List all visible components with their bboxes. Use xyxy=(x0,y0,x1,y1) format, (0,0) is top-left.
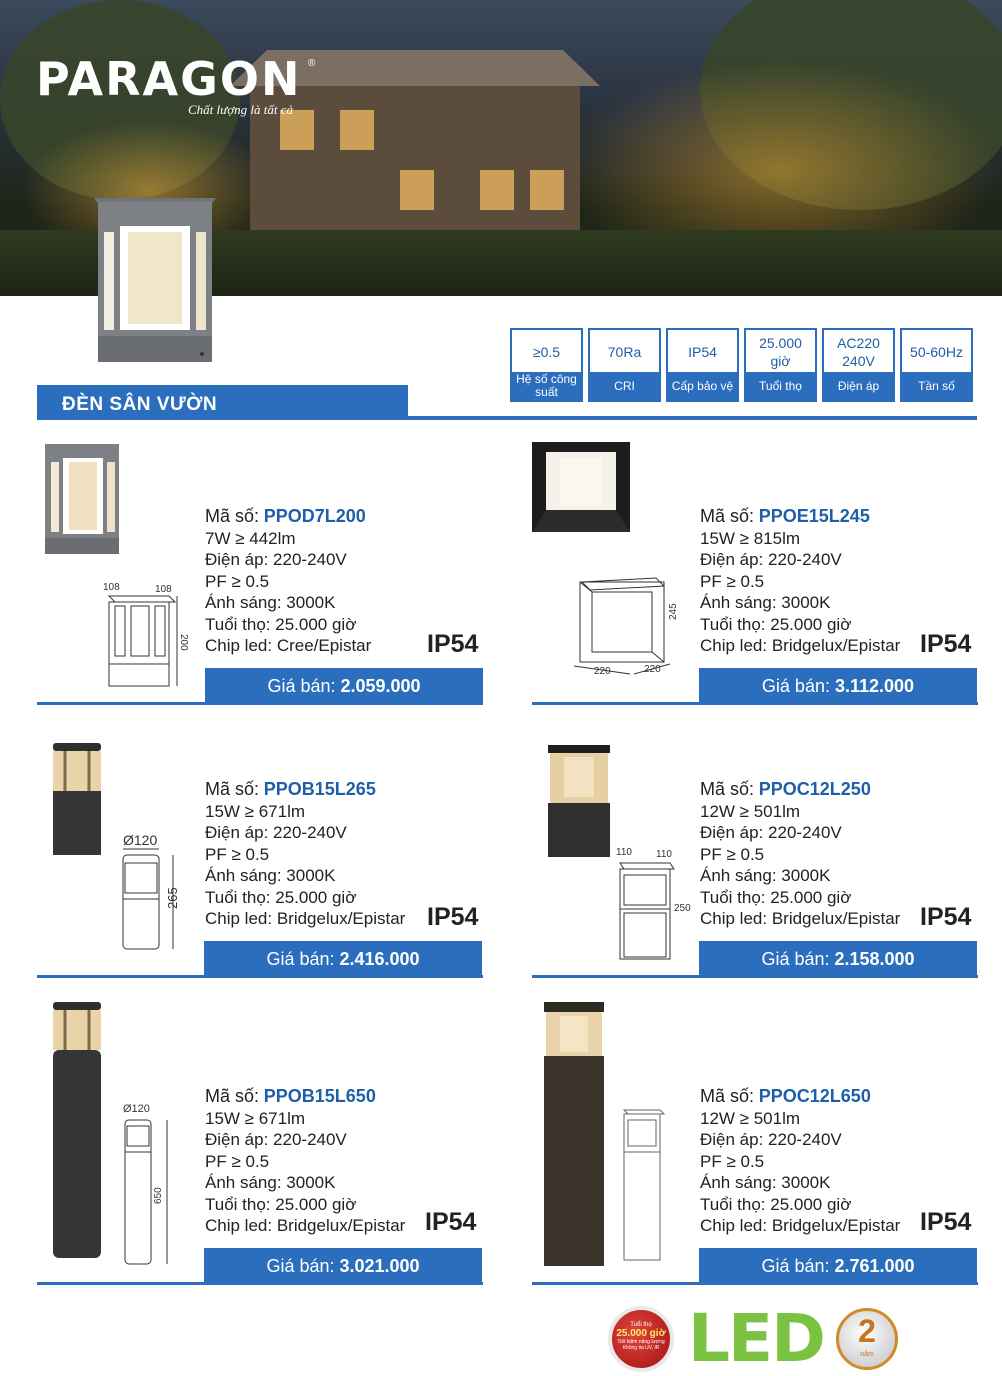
product-spec-line: Chip led: Bridgelux/Epistar xyxy=(205,909,406,928)
product-code-row xyxy=(205,779,405,801)
price-label: Giá bán: xyxy=(761,1255,830,1276)
dimension-label: 108 xyxy=(155,584,172,595)
product-code-row xyxy=(700,1086,900,1108)
product-spec-line: Chip led: Bridgelux/Epistar xyxy=(700,636,901,655)
spec-value: ≥0.5 xyxy=(532,344,561,360)
dimension-label: 265 xyxy=(165,887,180,909)
product-spec-line: Chip led: Bridgelux/Epistar xyxy=(700,1216,901,1235)
window-shape xyxy=(400,170,434,210)
warranty-years: 2 xyxy=(858,1313,876,1349)
product-code-label: Mã số: xyxy=(205,1086,260,1106)
spec-label: Tần số xyxy=(902,372,971,400)
section-divider xyxy=(37,416,977,420)
product-code-row xyxy=(205,1086,405,1108)
product-code: PPOE15L245 xyxy=(758,506,870,526)
spec-ip-rating xyxy=(666,328,739,402)
product-spec-line: PF ≥ 0.5 xyxy=(700,844,765,864)
product-spec-line: PF ≥ 0.5 xyxy=(205,571,270,591)
ip-rating-badge: IP54 xyxy=(920,630,972,658)
product-card xyxy=(37,713,485,983)
price-value: 2.416.000 xyxy=(339,948,420,969)
product-card xyxy=(532,713,980,983)
product-spec-line: 12W ≥ 501lm xyxy=(700,801,801,821)
product-spec-line: Tuổi thọ: 25.000 giờ xyxy=(205,1194,357,1214)
product-card xyxy=(37,440,485,710)
window-shape xyxy=(530,170,564,210)
product-dimension-drawing xyxy=(117,1100,187,1270)
window-shape xyxy=(480,170,514,210)
spec-power-factor xyxy=(510,328,583,402)
spec-value: IP54 xyxy=(688,344,717,360)
product-spec-line: Chip led: Cree/Epistar xyxy=(205,636,372,655)
spec-frequency xyxy=(900,328,973,402)
dimension-label: Ø120 xyxy=(123,833,158,848)
product-code-label: Mã số: xyxy=(205,506,260,526)
spec-voltage xyxy=(822,328,895,402)
product-code: PPOB15L265 xyxy=(263,779,376,799)
product-code-label: Mã số: xyxy=(700,1086,755,1106)
product-spec-line: Chip led: Bridgelux/Epistar xyxy=(700,909,901,928)
product-code-label: Mã số: xyxy=(700,506,755,526)
product-spec-line: Tuổi thọ: 25.000 giờ xyxy=(700,614,852,634)
card-underline xyxy=(37,975,483,978)
product-dimension-drawing xyxy=(97,580,197,692)
product-spec-line: 15W ≥ 671lm xyxy=(205,801,306,821)
card-underline xyxy=(532,702,978,705)
product-spec-line: Tuổi thọ: 25.000 giờ xyxy=(700,887,852,907)
product-spec-line: Tuổi thọ: 25.000 giờ xyxy=(205,614,357,634)
product-spec-line: PF ≥ 0.5 xyxy=(700,1151,765,1171)
spec-cri xyxy=(588,328,661,402)
dimension-label: 250 xyxy=(674,903,691,914)
price-tag xyxy=(204,941,482,977)
brand-tagline: Chất lượng là tất cả xyxy=(188,102,294,117)
spec-label: Cấp bảo vệ xyxy=(668,372,737,400)
product-spec-line: 7W ≥ 442lm xyxy=(205,528,296,548)
product-dimension-drawing xyxy=(616,1100,686,1270)
lifetime-badge-title: Tuổi thọ xyxy=(630,1322,652,1328)
price-value: 2.059.000 xyxy=(340,675,421,696)
product-info xyxy=(700,779,900,930)
ip-rating-badge: IP54 xyxy=(425,1208,477,1236)
card-underline xyxy=(532,975,978,978)
spec-strip xyxy=(510,328,973,402)
product-code-label: Mã số: xyxy=(205,779,260,799)
product-spec-line: Tuổi thọ: 25.000 giờ xyxy=(700,1194,852,1214)
spec-label: Điện áp xyxy=(824,372,893,400)
price-tag xyxy=(699,1248,977,1284)
section-title: ĐÈN SÂN VƯỜN xyxy=(62,394,218,415)
product-photo xyxy=(546,743,612,861)
product-info xyxy=(700,506,900,657)
product-code-row xyxy=(700,506,900,528)
spec-label: Hệ số công suất xyxy=(512,372,581,400)
product-photo xyxy=(43,440,121,558)
dimension-label: 110 xyxy=(656,849,672,860)
product-photo xyxy=(532,440,632,536)
led-logo: LED xyxy=(688,1300,824,1376)
registered-mark: ® xyxy=(308,58,316,69)
product-spec-line: Tuổi thọ: 25.000 giờ xyxy=(205,887,357,907)
product-card xyxy=(532,440,980,710)
price-value: 3.112.000 xyxy=(834,675,915,696)
dimension-label: 110 xyxy=(616,847,632,858)
card-underline xyxy=(532,1282,978,1285)
ip-rating-badge: IP54 xyxy=(427,630,479,658)
hero-lamp-image xyxy=(94,196,216,372)
product-info xyxy=(700,1086,900,1237)
spec-lifetime xyxy=(744,328,817,402)
product-code: PPOC12L250 xyxy=(758,779,871,799)
product-spec-line: PF ≥ 0.5 xyxy=(700,571,765,591)
lifetime-badge-note: Tiết kiệm năng lượng Không tia UV, IR xyxy=(617,1339,665,1351)
dimension-label: 650 xyxy=(153,1187,164,1204)
product-photo xyxy=(51,741,103,859)
product-card xyxy=(532,996,980,1276)
product-info xyxy=(205,1086,405,1237)
product-spec-line: Ánh sáng: 3000K xyxy=(205,593,336,612)
product-dimension-drawing xyxy=(612,845,696,965)
product-photo xyxy=(51,1000,103,1262)
warranty-badge xyxy=(836,1308,898,1370)
product-spec-line: 15W ≥ 671lm xyxy=(205,1108,306,1128)
product-card xyxy=(37,996,485,1276)
product-spec-line: Điện áp: 220-240V xyxy=(205,550,347,569)
price-label: Giá bán: xyxy=(267,675,336,696)
price-tag xyxy=(204,1248,482,1284)
product-code-label: Mã số: xyxy=(700,779,755,799)
product-code-row xyxy=(205,506,371,528)
spec-value: 50-60Hz xyxy=(910,344,963,360)
brand-logo xyxy=(36,52,316,117)
product-spec-line: Điện áp: 220-240V xyxy=(700,550,842,569)
price-value: 3.021.000 xyxy=(339,1255,420,1276)
dimension-label: 108 xyxy=(103,582,120,593)
product-spec-line: Ánh sáng: 3000K xyxy=(205,1173,336,1192)
product-info xyxy=(205,779,405,930)
card-underline xyxy=(37,702,483,705)
ip-rating-badge: IP54 xyxy=(920,1208,972,1236)
lifetime-badge xyxy=(608,1306,674,1372)
price-value: 2.158.000 xyxy=(834,948,915,969)
product-spec-line: PF ≥ 0.5 xyxy=(205,844,270,864)
price-label: Giá bán: xyxy=(266,948,335,969)
price-label: Giá bán: xyxy=(761,948,830,969)
product-code: PPOD7L200 xyxy=(263,506,366,526)
product-spec-line: Điện áp: 220-240V xyxy=(700,1130,842,1149)
product-photo xyxy=(542,1000,606,1272)
brand-name: PARAGON xyxy=(36,52,302,106)
product-dimension-drawing xyxy=(572,568,692,678)
product-spec-line: Điện áp: 220-240V xyxy=(205,1130,347,1149)
window-shape xyxy=(340,110,374,150)
product-spec-line: 15W ≥ 815lm xyxy=(700,528,801,548)
ip-rating-badge: IP54 xyxy=(920,903,972,931)
spec-value: 25.000 giờ xyxy=(759,335,802,369)
product-code: PPOC12L650 xyxy=(758,1086,871,1106)
price-label: Giá bán: xyxy=(266,1255,335,1276)
product-code: PPOB15L650 xyxy=(263,1086,376,1106)
product-spec-line: Ánh sáng: 3000K xyxy=(700,1173,831,1192)
product-code-row xyxy=(700,779,900,801)
spec-label: CRI xyxy=(590,372,659,400)
product-spec-line: Ánh sáng: 3000K xyxy=(700,593,831,612)
dimension-label: 220 xyxy=(594,666,611,677)
product-spec-line: Ánh sáng: 3000K xyxy=(205,866,336,885)
card-underline xyxy=(37,1282,483,1285)
price-value: 2.761.000 xyxy=(834,1255,915,1276)
product-spec-line: 12W ≥ 501lm xyxy=(700,1108,801,1128)
lifetime-badge-value: 25.000 giờ xyxy=(616,1328,666,1339)
price-label: Giá bán: xyxy=(761,675,830,696)
ip-rating-badge: IP54 xyxy=(427,903,479,931)
product-spec-line: Chip led: Bridgelux/Epistar xyxy=(205,1216,406,1235)
spec-value: AC220 240V xyxy=(837,335,880,369)
price-tag xyxy=(699,941,977,977)
product-spec-line: Điện áp: 220-240V xyxy=(205,823,347,842)
product-spec-line: Điện áp: 220-240V xyxy=(700,823,842,842)
price-tag xyxy=(205,668,483,704)
dimension-label: Ø120 xyxy=(123,1103,150,1115)
price-tag xyxy=(699,668,977,704)
spec-label: Tuổi thọ xyxy=(746,372,815,400)
dimension-label: 245 xyxy=(668,603,679,620)
product-info xyxy=(205,506,371,657)
spec-value: 70Ra xyxy=(607,344,642,360)
product-dimension-drawing xyxy=(115,833,195,953)
dimension-label: 220 xyxy=(644,664,661,675)
warranty-unit: năm xyxy=(860,1351,874,1358)
product-spec-line: Ánh sáng: 3000K xyxy=(700,866,831,885)
product-spec-line: PF ≥ 0.5 xyxy=(205,1151,270,1171)
dimension-label: 200 xyxy=(178,634,189,651)
